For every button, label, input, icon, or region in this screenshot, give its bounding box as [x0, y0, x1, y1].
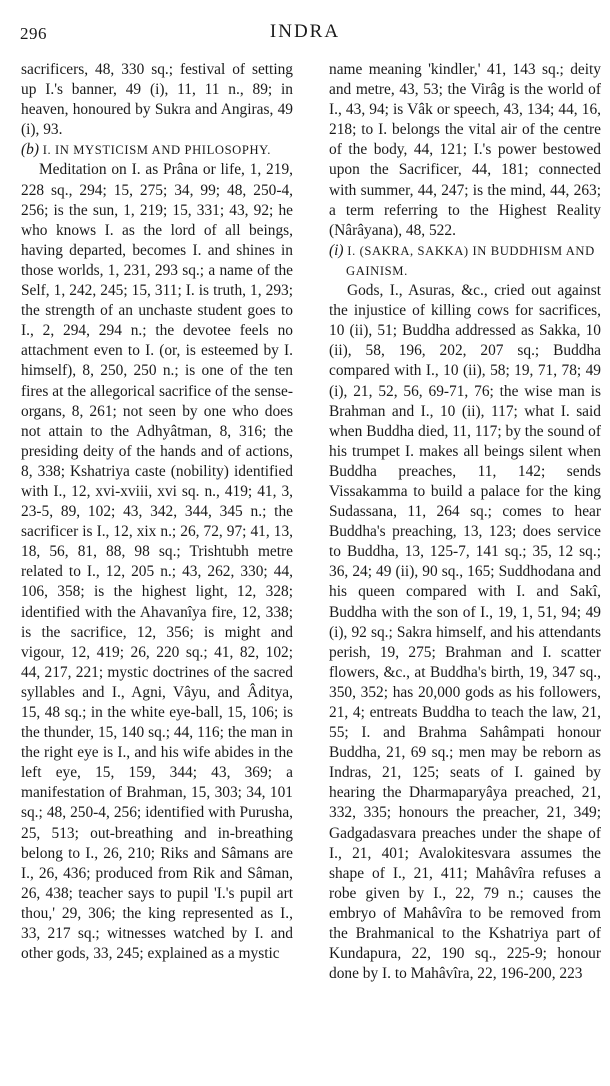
section-title: I. (SAKRA, SAKKA) IN BUDDHISM AND GAINISM.	[343, 243, 595, 278]
right-column	[329, 60, 601, 984]
page-header	[0, 0, 610, 60]
entry-paragraph: name meaning 'kindler,' 41, 143 sq.; deity and metre, 43, 53; the Virâg is the world of I., 43, 94; is Vâk or speech, 43, 134; 44, 16, 218; to I. belongs the vital air of the centre of the body, 44, 121; I.'s power bestowed upon the Sacrificer, 44, 181; connected with summer, 44, 247; is the mind, 44, 263; a term referring to the Highest Reality (Nârâyana), 48, 522.	[329, 61, 601, 239]
entry-paragraph: sacrificers, 48, 330 sq.; festival of setting up I.'s banner, 49 (i), 11, 11 n., 89; in heaven, honoured by Sukra and Angiras, 49 (i), 93.	[21, 61, 293, 139]
page-number: 296	[20, 24, 47, 43]
section-mark: (i)	[329, 241, 344, 259]
section-title: I. IN MYSTICISM AND PHILOSOPHY.	[38, 143, 271, 158]
entry-paragraph: Meditation on I. as Prâna or life, 1, 219, 228 sq., 294; 15, 275; 34, 99; 48, 250-4, 256; is the sun, 1, 219; 15, 331; 43, 92; he who knows I. as the lord of all beings, having departed, becomes I. and shines in those worlds, 1, 231, 293 sq.; a name of the Self, 1, 242, 245; 15, 311; I. is truth, 1, 293; the strength of an unchaste student goes to I., 2, 294, 294 n.; the devotee feels no attachment even to I. (or, is esteemed by I. himself), 8, 250, 250 n.; is one of the ten fires at the allegorical sacrifice of the sense-organs, 8, 261; not seen by one who does not attain to the Adhyâtman, 8, 316; the presiding deity of the hands and of actions, 8, 338; Kshatriya caste (nobility) identified with I., 12, xvi-xviii, xvi sq. n., 419; 41, 3, 23-5, 89, 102; 43, 342, 344, 345 n.; the sacrificer is I., 12, xix n.; 26, 72, 97; 41, 13, 18, 56, 81, 88, 98 sq.; Trishtubh metre related to I., 12, 205 n.; 43, 262, 330; 44, 106, 358; is the highest light, 12, 328; identified with the Ahavanîya fire, 12, 338; is the sacrifice, 12, 356; is might and vigour, 12, 419; 26, 220 sq.; 41, 82, 102; 44, 217, 221; mystic doctrines of the sacred syllables and I., Agni, Vâyu, and Âditya, 15, 48 sq.; in the white eye-ball, 15, 106; is the thunder, 15, 140 sq.; 44, 116; the man in the right eye is I., and his wife abides in the left eye, 15, 159, 344; 43, 369; a manifestation of Brahman, 15, 303; 34, 101 sq.; 48, 250-4, 256; identified with Purusha, 25, 513; out-breathing and in-breathing belong to I., 26, 210; Riks and Sâmans are I., 26, 436; produced from Rik and Sâman, 26, 438; teacher says to pupil 'I.'s pupil art thou,' 29, 306; the king represented as I., 33, 217 sq.; witnesses watched by I. and other gods, 33, 245; explained as a mystic	[21, 161, 293, 963]
entry-paragraph: Gods, I., Asuras, &c., cried out against the injustice of killing cows for sacrifices, 10 (ii), 51; Buddha addressed as Sakka, 10 (ii), 58, 196, 202, 207 sq.; Buddha compared with I., 10 (ii), 58; 19, 71, 78; 49 (i), 21, 52, 56, 69-71, 76; the wise man is Brahman and I., 10 (ii), 117; what I. said when Buddha died, 11, 117; by the sound of his trumpet I. makes all beings silent when Buddha preaches, 11, 142; sends Vissakamma to build a palace for the king Sudassana, 11, 264 sq.; comes to hear Buddha's preaching, 13, 123; does service to Buddha, 13, 125-7, 141 sq.; 35, 12 sq.; 36, 24; 49 (ii), 90 sq., 165; Suddhodana and his queen compared with I. and Sakî, Buddha with the son of I., 19, 1, 51, 94; 49 (i), 92 sq.; Sakra himself, and his attendants perish, 19, 275; Brahman and I. scatter flowers, &c., at Buddha's birth, 19, 347 sq., 350, 352; has 20,000 gods as his followers, 21, 4; entreats Buddha to teach the law, 21, 55; I. and Brahma Sahâmpati honour Buddha, 21, 69 sq.; men may be reborn as Indras, 21, 125; seats of I. gained by hearing the Dharmaparyâya preached, 21, 332, 335; honours the preacher, 21, 349; Gadgadasvara preaches under the shape of I., 21, 401; Avalokitesvara assumes the shape of I., 21, 411; Mahâvîra refuses a robe given by I., 22, 79 n.; causes the embryo of Mahâvîra to be removed from the Brahmanical to the Kshatriya part of Kundapura, 22, 190 sq., 225-9; honour done by I. to Mahâvîra, 22, 196-200, 223	[329, 282, 601, 983]
section-mark: (b)	[21, 141, 39, 159]
section-heading-i	[329, 241, 601, 281]
running-head: INDRA	[269, 21, 341, 42]
section-heading-b	[21, 140, 293, 160]
left-column	[21, 60, 293, 964]
